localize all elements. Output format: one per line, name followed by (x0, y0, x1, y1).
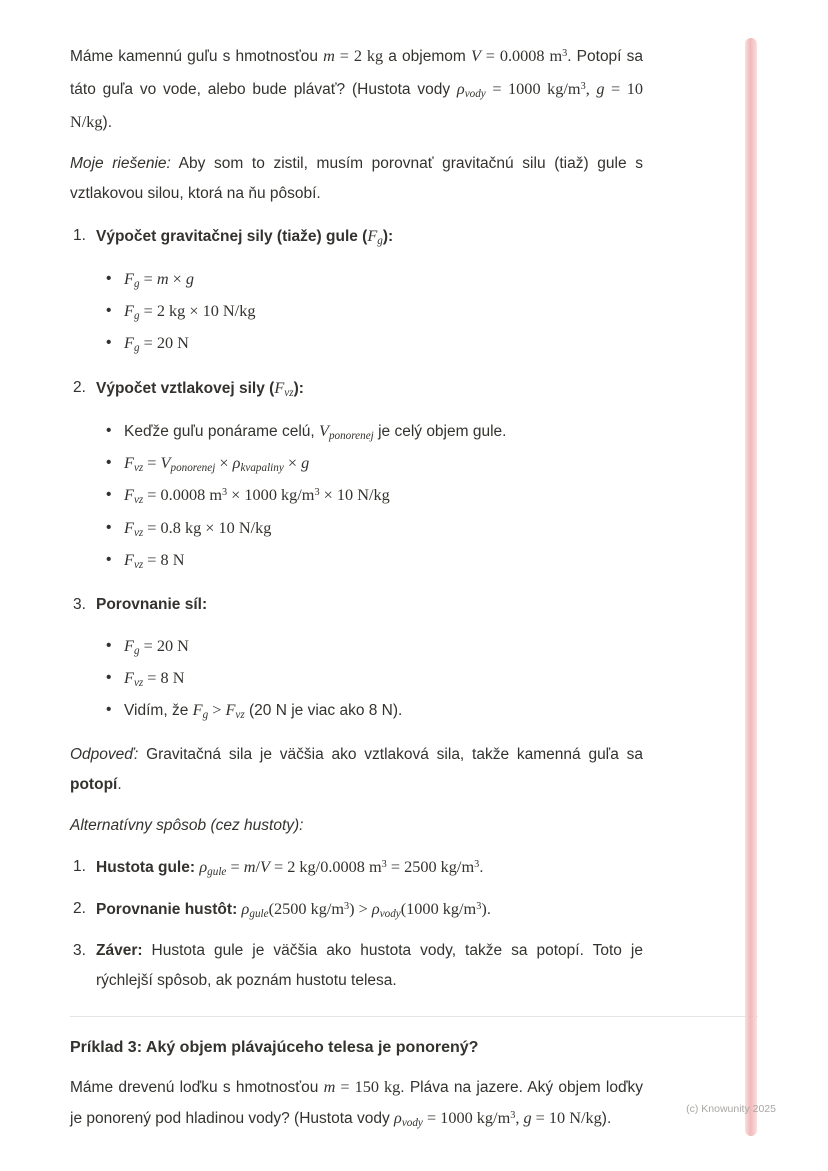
document-content (70, 41, 643, 1147)
bullet-line: • Fg = 20 N (96, 631, 643, 663)
alt-step-2: Porovnanie hustôt: ρgule(2500 $kg/m^3$) > ρvody(1000 $kg/m^3$). (96, 900, 492, 920)
solution-step-2 (70, 373, 643, 577)
bullet-line: • Vidím, že Fg > Fvz (20 N je viac ako 8 N). (96, 695, 643, 727)
step-bullets (96, 631, 643, 727)
problem-statement-example3: Máme drevenú loďku s hmotnosťou m = 150 kg. Pláva na jazere. Aký objem loďky je ponorený pod hladinou vody? (Hustota vody ρvody = 1000 $kg/m^3$, g = 10 N/kg). (70, 1078, 643, 1129)
step-bullets (96, 416, 643, 577)
bullet-line: • Fvz = 8 N (96, 545, 643, 577)
step-bullets (96, 264, 643, 360)
alt-step-3: Záver: Hustota gule je väčšia ako hustota vody, takže sa potopí. Toto je rýchlejší spôsob, ak poznám hustotu telesa. (96, 942, 643, 989)
alt-method-title: Alternatívny spôsob (cez hustoty): (70, 817, 304, 834)
solution-steps-list (70, 221, 643, 727)
solution-intro: Moje riešenie: Aby som to zistil, musím porovnať gravitačnú silu (tiaž) gule s vztlakovou silou, ktorá na ňu pôsobí. (70, 155, 643, 202)
section-divider (70, 1016, 758, 1017)
bullet-line: • Fvz = 0.8 kg × 10 N/kg (96, 513, 643, 545)
step-title: Výpočet vztlakovej sily (Fvz): (96, 379, 304, 399)
step-title: Výpočet gravitačnej sily (tiaže) gule (Fg): (96, 227, 394, 247)
bullet-line: • Fg = m × g (96, 264, 643, 296)
bullet-line: • Fvz = 8 N (96, 663, 643, 695)
bullet-line: • Fg = 2 kg × 10 N/kg (96, 296, 643, 328)
bullet-line: • Fg = 20 N (96, 328, 643, 360)
problem-statement-example2: Máme kamennú guľu s hmotnosťou m = 2 kg a objemom V = 0.0008 $m^3$. Potopí sa táto guľa vo vode, alebo bude plávať? (Hustota vody ρvody = 1000 $kg/m^3$, g = 10 N/kg). (70, 47, 643, 131)
page-edge-ribbon (745, 38, 757, 1136)
alt-method-list (70, 852, 643, 996)
answer-paragraph: Odpoveď: Gravitačná sila je väčšia ako vztlaková sila, takže kamenná guľa sa potopí. (70, 746, 643, 793)
solution-step-1 (70, 221, 643, 360)
step-title: Porovnanie síl: (96, 596, 208, 613)
watermark: (c) Knowunity 2025 (686, 1103, 776, 1115)
example3-heading: Príklad 3: Aký objem plávajúceho telesa je ponorený? (70, 1039, 479, 1056)
bullet-line: • Keďže guľu ponárame celú, Vponorenej je celý objem gule. (96, 416, 643, 448)
bullet-line: • Fvz = 0.0008 $m^3 \times 1000$ $kg/m^3 \times 10$ N/kg (96, 480, 643, 513)
solution-step-3 (70, 590, 643, 727)
bullet-line: • Fvz = Vponorenej × ρkvapaliny × g (96, 448, 643, 480)
alt-step-1: Hustota gule: ρgule = m/V = 2 kg/0.0008 $m^3 = 2500$ $kg/m^3$. (96, 858, 484, 878)
